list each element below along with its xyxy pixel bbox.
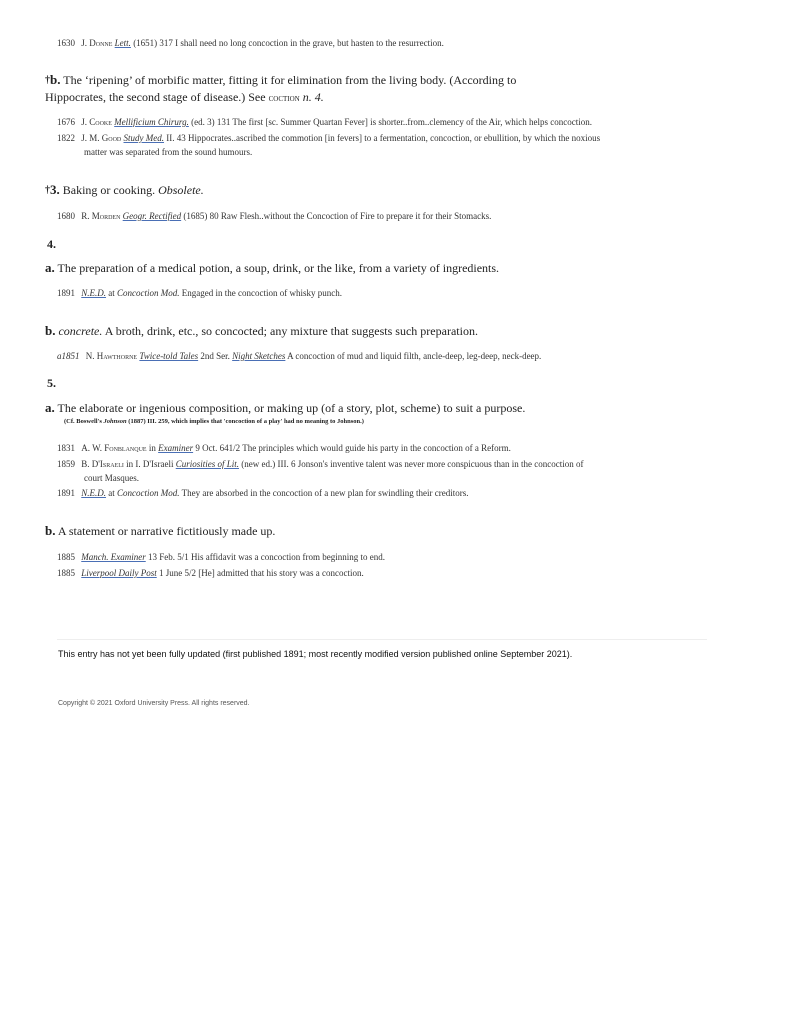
note-text: (Cf. Boswell's <box>64 418 104 425</box>
quotation-text: II. 43 Hippocrates..ascribed the commotion [in fevers] to a fermentation, concoction, or ebullition, by which the noxious <box>164 133 601 143</box>
sense-definition: Baking or cooking. <box>59 183 159 197</box>
quotation-text-cont: matter was separated from the sound humours. <box>84 147 253 157</box>
cross-reference-sense: n. 4. <box>299 90 324 104</box>
quotation-headword: Concoction <box>117 288 159 298</box>
quotation-mod-label: Mod. <box>158 488 180 498</box>
quotation-source-sep: in I. D'Israeli <box>123 459 176 469</box>
obsolete-dagger: † <box>45 75 50 86</box>
quotation-author: J. Cooke <box>81 117 112 127</box>
quotation-year: a1851 <box>57 351 80 361</box>
quotation-1885-a <box>57 550 385 564</box>
obsolete-dagger: † <box>45 185 50 196</box>
quotation-year: 1885 <box>57 552 75 562</box>
sense-label: b. <box>50 72 61 87</box>
quotation-work-link[interactable]: N.E.D. <box>81 288 106 298</box>
quotation-1822 <box>57 131 737 159</box>
quotation-work-link[interactable]: Mellificium Chirurg. <box>114 117 189 127</box>
quotation-author: J. M. Good <box>81 133 122 143</box>
quotation-work-link[interactable]: Curiosities of Lit. <box>175 459 239 469</box>
quotation-year: 1831 <box>57 443 75 453</box>
sense-qualifier: concrete. <box>55 324 103 338</box>
sense-label: 3. <box>50 182 60 197</box>
quotation-year: 1630 <box>57 38 75 48</box>
entry-status-note: This entry has not yet been fully updated (first published 1891; most recently modified version published online September 2021). <box>58 649 573 659</box>
sense-4a <box>45 260 499 276</box>
sense-number-4: 4. <box>47 237 56 251</box>
quotation-year: 1859 <box>57 459 75 469</box>
sense-definition: The elaborate or ingenious composition, or making up (of a story, plot, scheme) to suit a purpose. <box>54 401 526 415</box>
quotation-text: (1685) 80 Raw Flesh..without the Concoction of Fire to prepare it for their Stomacks. <box>181 211 492 221</box>
usage-status: Obsolete. <box>158 183 204 197</box>
quotation-author: R. Morden <box>81 211 121 221</box>
sense-definition: A broth, drink, etc., so concocted; any mixture that suggests such preparation. <box>102 324 478 338</box>
quotation-year: 1885 <box>57 568 75 578</box>
quotation-1851 <box>57 349 541 363</box>
copyright-notice: Copyright © 2021 Oxford University Press. All rights reserved. <box>58 700 250 707</box>
quotation-text: (new ed.) III. 6 Jonson's inventive talent was never more conspicuous than in the concoction of <box>239 459 584 469</box>
sense-definition-cont: Hippocrates, the second stage of disease.) See <box>45 90 269 104</box>
quotation-work-link[interactable]: Geogr. Rectified <box>122 211 182 221</box>
sense-definition: A statement or narrative fictitiously made up. <box>55 524 276 538</box>
quotation-work-link[interactable]: Examiner <box>158 443 194 453</box>
quotation-1831 <box>57 441 511 455</box>
quotation-text: A concoction of mud and liquid filth, ancle-deep, leg-deep, neck-deep. <box>285 351 542 361</box>
quotation-year: 1680 <box>57 211 75 221</box>
quotation-text: 1 June 5/2 [He] admitted that his story was a concoction. <box>156 568 364 578</box>
sense-definition: The preparation of a medical potion, a soup, drink, or the like, from a variety of ingredients. <box>54 261 500 275</box>
quotation-work-link[interactable]: Twice-told Tales <box>139 351 199 361</box>
footer-divider <box>57 639 707 640</box>
quotation-headword: Concoction <box>117 488 159 498</box>
quotation-1891-a <box>57 286 342 300</box>
sense-label: b. <box>45 523 56 538</box>
quotation-author: B. D'Israeli <box>81 459 124 469</box>
quotation-author: N. Hawthorne <box>85 351 138 361</box>
quotation-source-sep: at <box>106 488 117 498</box>
quotation-1885-b <box>57 566 364 580</box>
quotation-year: 1891 <box>57 488 75 498</box>
quotation-1676 <box>57 115 592 129</box>
quotation-work-link[interactable]: Manch. Examiner <box>81 552 146 562</box>
quotation-author: A. W. Fonblanque <box>81 443 147 453</box>
sense-5b <box>45 523 275 539</box>
quotation-source-sep: at <box>106 288 117 298</box>
quotation-1891-b <box>57 486 469 500</box>
quotation-work-link[interactable]: N.E.D. <box>81 488 106 498</box>
sense-label: b. <box>45 323 56 338</box>
sense-3 <box>45 182 204 199</box>
note-work: Johnson <box>103 418 127 425</box>
sense-number-5: 5. <box>47 376 56 390</box>
quotation-year: 1676 <box>57 117 75 127</box>
quotation-mod-label: Mod. <box>158 288 180 298</box>
quotation-1680 <box>57 209 491 223</box>
quotation-text: Engaged in the concoction of whisky punch. <box>179 288 342 298</box>
quotation-1859 <box>57 457 737 485</box>
quotation-text: 13 Feb. 5/1 His affidavit was a concoction from beginning to end. <box>145 552 386 562</box>
sense-label: a. <box>45 260 55 275</box>
quotation-work-link[interactable]: Liverpool Daily Post <box>81 568 157 578</box>
quotation-year: 1891 <box>57 288 75 298</box>
quotation-author: J. Donne <box>81 38 113 48</box>
quotation-text: (1651) 317 I shall need no long concoction in the grave, but hasten to the resurrection. <box>130 38 444 48</box>
quotation-work-link-2[interactable]: Night Sketches <box>232 351 286 361</box>
quotation-text: They are absorbed in the concoction of a new plan for swindling their creditors. <box>179 488 469 498</box>
quotation-text-cont: court Masques. <box>84 473 139 483</box>
sense-definition: The ‘ripening’ of morbific matter, fitting it for elimination from the living body. (According to <box>60 73 517 87</box>
sense-label: a. <box>45 400 55 415</box>
quotation-source-sep: 2nd Ser. <box>198 351 233 361</box>
sense-2b <box>45 72 765 107</box>
quotation-work-link[interactable]: Lett. <box>114 38 131 48</box>
quotation-text: 9 Oct. 641/2 The principles which would guide his party in the concoction of a Reform. <box>193 443 511 453</box>
note-text-rest: (1887) III. 259, which implies that 'concoction of a play' had no meaning to Johnson.) <box>126 418 364 425</box>
sense-5a <box>45 400 525 416</box>
quotation-source-sep: in <box>146 443 159 453</box>
sense-4b <box>45 323 478 339</box>
quotation-work-link[interactable]: Study Med. <box>123 133 165 143</box>
quotation-year: 1822 <box>57 133 75 143</box>
quotation-1630 <box>57 36 444 50</box>
sense-note <box>64 418 364 425</box>
quotation-text: (ed. 3) 131 The first [sc. Summer Quartan Fever] is shorter..from..clemency of the Air, which helps concoction. <box>188 117 592 127</box>
cross-reference-link[interactable]: coction <box>268 93 300 104</box>
